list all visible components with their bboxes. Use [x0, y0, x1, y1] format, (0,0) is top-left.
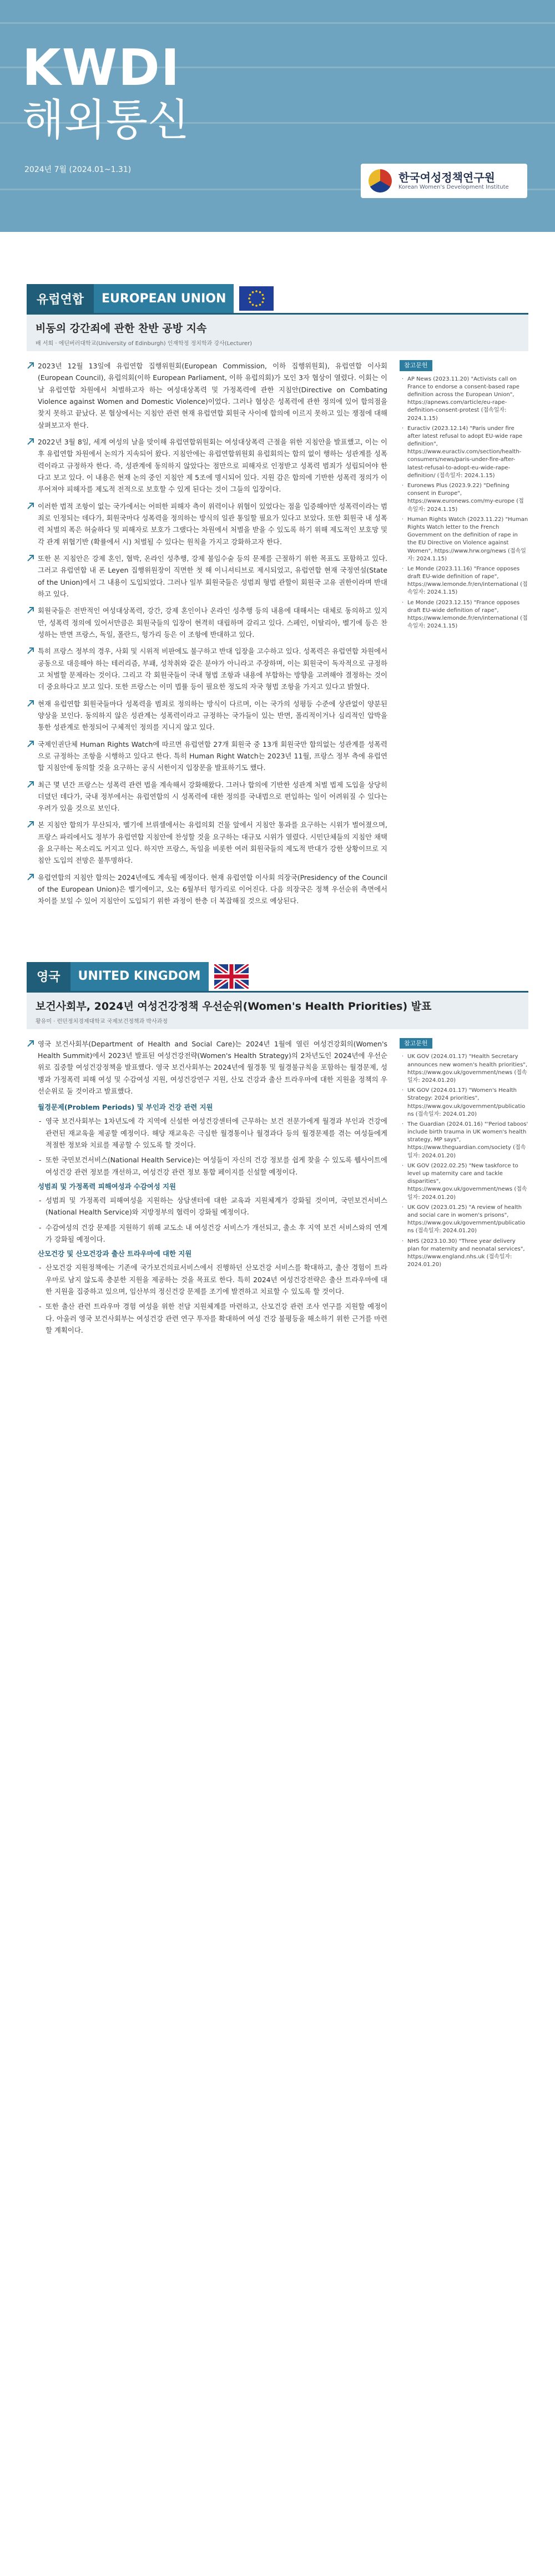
arrow-bullet-icon [27, 502, 34, 510]
paragraph-text: 이러한 법적 조항이 없는 국가에서는 어떠한 피해자 측이 위력이나 위협이 있었다는 점을 입증해야만 성폭력이라는 범죄로 인정되는 데다가, 회원국마다 성폭력을 정의하는 방식의 일관 통일할 필요가 있다고 보았다. 또한 회원국 내 성폭력 처벌의 폭은 허술하다 및 피해자로 보호가 그랬다는 차원에서 처벌을 받을 수 있도록 하기 위해 제도적인 보호망 및 각 관계 위협기반 (확률에서 시) 처벌될 수 있다는 원칙을 가지고 강화하고자 한다. [38, 502, 387, 546]
paragraph-text: 본 지침안 합의가 무산되자, 벨기에 브뤼셀에서는 유럽의회 건물 앞에서 지침안 통과를 요구하는 시위가 벌어졌으며, 프랑스 파리에서도 정부가 유럽연합 지침안에 찬성할 것을 요구하는 대규모 시위가 열렸다. 시민단체들의 지침안 채택을 요구하는 목소리도 커지고 있다. 하지만 프랑스, 독일을 비롯한 여러 회원국들의 제도적 반대가 강한 상황이므로 지침안 도입의 전망은 불투명하다. [38, 821, 387, 865]
topic-item: - 성범죄 및 가정폭력 피해여성을 지원하는 상담센터에 대한 교육과 지원체계가 강화될 것이며, 국민보건서비스(National Health Service)와 지방정부의 협력이 강화될 예정이다. [27, 1195, 387, 1218]
references-sidebar [400, 1038, 528, 1340]
paragraph [27, 436, 387, 495]
arrow-bullet-icon [27, 362, 34, 370]
arrow-bullet-icon [27, 647, 34, 655]
paragraph-text: 2022년 3월 8일, 세계 여성의 날을 맞이해 유럽연합위원회는 여성대상폭력 근절을 위한 지침안을 발표했고, 이는 이후 유럽연합 차원에서 논의가 지속되어 왔다. 지침안에는 유럽연합위원회 유럽회의는 합의 없이 행하는 성관계를 성폭력이라고 규정하자 한다. 즉, 성관계에 동의하지 않았다는 점만으로 피해자로 인정받고 성폭력 범죄가 성립되어야 한다고 보고 있다. 이 내용은 현재 논의 중인 지침안 제 5조에 명시되어 있다. 지원 감은 합의에 기반한 성폭력 정의가 이루어져야 피해자를 제도적 전적으로 보호할 수 있게 된다는 것이 그들의 입장이다. [38, 437, 387, 494]
paragraph [27, 819, 387, 866]
arrow-bullet-icon [27, 554, 34, 562]
reference-item[interactable]: · UK GOV (2024.01.17) "Health Secretary announces new women's health priorities", https://www.gov.uk/government/news (접속일자: 2024.01.20) [400, 1053, 528, 1085]
org-name-ko: 한국여성정책연구원 [398, 171, 495, 184]
reference-item[interactable]: · UK GOV (2024.01.17) "Women's Health Strategy: 2024 priorities", https://www.gov.uk/government/publications (접속일자: 2024.01.20) [400, 1087, 528, 1119]
article-title: 보건사회부, 2024년 여성건강정책 우선순위(Women's Health Priorities) 발표 [36, 1000, 432, 1013]
arrow-bullet-icon [27, 606, 34, 614]
arrow-bullet-icon [27, 821, 34, 828]
reference-item[interactable]: · Euronews Plus (2023.9.22) "Defining consent in Europe", https://www.euronews.com/my-europe (접속일자: 2024.1.15) [400, 482, 528, 514]
section-label-ko: 영국 [27, 962, 70, 991]
paragraph-text: 또한 본 지침안은 강제 혼인, 협박, 온라인 성추행, 강제 불임수술 등의 문제를 근절하기 위한 목표도 포함하고 있다. 그러고 유럽연합 내 폰 Leyen 집행위원장이 직면한 첫 해 이니셔티브로 제시되었고, 유럽연합 현재 국정연설(State of the Union)에서 그 내용이 도입되었다. 그러나 일부 회원국들은 성범죄 형법 관할이 회원국 고유 권한이라며 반대하고 있다. [38, 554, 387, 598]
article-title-box [27, 993, 528, 1029]
topic-item: - 영국 보건사회부는 1차년도에 각 지역에 신설한 여성건강센터에 근무하는 보건 전문가에게 월경과 부인과 건강에 관련된 재교육을 제공할 예정이다. 해당 재교육은 극심한 월경통이나 월경과다 등의 월경문제를 겪는 여성들에게 적절한 정보와 치료를 제공할 수 있도록 할 것이다. [27, 1115, 387, 1151]
section-header [27, 962, 528, 991]
paragraph-text: 국제인권단체 Human Rights Watch에 따르면 유럽연합 27개 회원국 중 13개 회원국만 합의없는 성관계를 성폭력으로 규정하는 조항을 시행하고 있다고 한다. 특히 Human Right Watch는 2023년 11월, 프랑스 정부 측에 유럽연합 지침안에 동의할 것을 요구하는 공식 서한이지 입장문을 발표하기도 했다. [38, 740, 387, 772]
newsletter-title-en: KWDI [22, 39, 181, 97]
arrow-bullet-icon [27, 740, 34, 748]
paragraph [27, 500, 387, 548]
article-byline: 배 서희 · 에딘버러대학교(University of Edinburgh) 인재학정 정치학과 강사(Lecturer) [36, 341, 253, 347]
eu-flag-icon [239, 286, 274, 311]
references-label: 참고문헌 [400, 1038, 432, 1049]
topic-heading: 월경문제(Problem Periods) 및 부인과 건강 관련 지원 [38, 1103, 213, 1112]
reference-item[interactable]: · Human Rights Watch (2023.11.22) "Human Rights Watch letter to the French Government on the definition of rape in the EU Directive on Violence against Women", https://www.hrw.org/news (접속일자: 2024.1.15) [400, 516, 528, 563]
paragraph-text: 영국 보건사회부(Department of Health and Social Care)는 2024년 1월에 열린 여성건강회의(Women's Health Summit)에서 2023년 발표된 여성건강전략(Women's Health Strategy)의 2차년도인 2024년에 우선순위로 집중할 여성건강정책을 발표했다. 영국 보건사회부는 2024년에 월경통 및 월경불규칙을 포함하는 월경문제, 성병과 가정폭력 피해 여성 및 수감여성 지원, 여성건강연구 지원, 산모 건강과 출산 트라우마에 대한 지원을 정책의 우선순위로 둘 것이라고 발표했다. [38, 1039, 387, 1096]
reference-item[interactable]: · AP News (2023.11.20) "Activists call on France to endorse a consent-based rape definition across the European Union", https://apnews.com/article/eu-rape-definition-consent-protest (접속일자: 2024.1.15) [400, 376, 528, 423]
reference-item[interactable]: · UK GOV (2022.02.25) "New taskforce to level up maternity care and tackle disparities", https://www.gov.uk/government/news (접속일자: 2024.01.20) [400, 1162, 528, 1202]
eu-section [27, 284, 528, 912]
uk-section [27, 962, 528, 1340]
paragraph [27, 872, 387, 907]
article-title: 비동의 강간죄에 관한 찬반 공방 지속 [36, 322, 207, 335]
topic-item: - 수감여성의 건강 문제를 지원하기 위해 교도소 내 여성건강 서비스가 개선되고, 출소 후 지역 보건 서비스와의 연계가 강화될 예정이다. [27, 1222, 387, 1246]
kwdi-emblem-icon [369, 169, 392, 193]
arrow-bullet-icon [27, 700, 34, 707]
topic-item: - 또한 국민보건서비스(National Health Service)는 여성들이 자신의 건강 정보를 쉽게 찾을 수 있도록 웹사이트에 여성건강 관련 정보를 개선하고, 여성건강 관련 정보 통합 페이지를 신설할 예정이다. [27, 1154, 387, 1178]
article-byline: 황유미 · 런던정치경제대학교 국제보건정책과 박사과정 [36, 1018, 168, 1025]
paragraph-text: 유럽연합의 지침안 합의는 2024년에도 계속될 예정이다. 현재 유럽연합 이사회 의장국(Presidency of the Council of the European Union)은 벨기에이고, 오는 6월부터 헝가리로 이어진다. 다음 의장국은 정책 우선순위 측면에서 차이를 보일 수 있어 지침안이 도입되기 위한 과정이 한층 더 복잡해질 것으로 예상된다. [38, 873, 387, 905]
references-label: 참고문헌 [400, 360, 432, 371]
uk-flag-icon [214, 964, 249, 989]
article-body [27, 1038, 387, 1340]
paragraph [27, 779, 387, 814]
reference-item[interactable]: · The Guardian (2024.01.16) "'Period taboos' include birth trauma in UK women's health strategy, MP says", https://www.theguardian.com/society (접속일자: 2024.01.20) [400, 1121, 528, 1160]
paragraph [27, 698, 387, 733]
reference-item[interactable]: · Le Monde (2023.12.15) "France opposes draft EU-wide definition of rape", https://www.lemonde.fr/en/international (접속일자: 2024.1.15) [400, 599, 528, 631]
paragraph [27, 360, 387, 431]
arrow-bullet-icon [27, 438, 34, 446]
reference-item[interactable]: · Le Monde (2023.11.16) "France opposes draft EU-wide definition of rape", https://www.lemonde.fr/en/international (접속일자: 2024.1.15) [400, 565, 528, 597]
paragraph [27, 605, 387, 640]
article-body [27, 360, 387, 912]
paragraph-text: 현재 유럽연합 회원국들마다 성폭력을 범죄로 정의하는 방식이 다르며, 이는 국가의 성평등 수준에 상관없이 양분된 양상을 보인다. 동의하지 않은 성관계는 성폭력이라고 규정하는 국가들이 있는 반면, 폴리적이거나 심리적인 압박을 통한 성관계로 한정되어 구체적인 정의를 지니지 않고 있다. [38, 699, 387, 732]
topic-heading: 성범죄 및 가정폭력 피해여성과 수감여성 지원 [38, 1182, 176, 1191]
paragraph-text: 최근 몇 년간 프랑스는 성폭력 관련 법을 계속해서 강화해왔다. 그러나 합의에 기반한 성관계 처벌 법제 도입을 상당히 더뎠던 데다가, 국내 정부에서는 유럽연합의 시 성폭력에 대한 정의를 국내법으로 편입하는 일이 어려워질 수 있다는 우려가 있을 것으로 보인다. [38, 780, 387, 813]
paragraph [27, 645, 387, 692]
topic-item: - 또한 출산 관련 트라우마 경험 여성을 위한 전담 지원체계를 마련하고, 산모건강 관련 조사 연구를 지원할 예정이다. 아울러 영국 보건사회부는 여성건강 관련 연구 투자를 확대하여 여성 건강 불평등을 해소하기 위한 근거를 마련할 계획이다. [27, 1300, 387, 1336]
arrow-bullet-icon [27, 1040, 34, 1047]
reference-item[interactable]: · UK GOV (2023.01.25) "A review of health and social care in women's prisons", https://www.gov.uk/government/publications (접속일자: 2024.01.20) [400, 1204, 528, 1236]
reference-item[interactable]: · Euractiv (2023.12.14) "Paris under fire after latest refusal to adopt EU-wide rape definition", https://www.euractiv.com/section/health-consumers/news/paris-under-fire-after-latest-refusal-to-adopt-eu-wide-rape-definition/ (접속일자: 2024.1.15) [400, 425, 528, 480]
org-name-en: Korean Women's Development Institute [398, 184, 509, 190]
section-label-en: EUROPEAN UNION [94, 284, 234, 313]
section-label-en: UNITED KINGDOM [70, 962, 209, 991]
issue-info: 2024년 7월 (2024.01~1.31) [24, 165, 132, 174]
topic-heading: 산모건강 및 산모건강과 출산 트라우마에 대한 지원 [38, 1249, 192, 1258]
arrow-bullet-icon [27, 781, 34, 788]
paragraph-text: 2023년 12월 13일에 유럽연합 집행위원회(European Commission, 이하 집행위원회), 유럽연합 이사회(European Council), 유럽의회(이하 European Parliament, 이하 유럽의회)가 모인 3자 협상이 열렸다. 이회는 이날 유럽연합 차원에서 처벌하고자 하는 여성대상폭력 및 가정폭력에 관한 지침안(Directive on Combating Violence against Women and Domestic Violence)이었다. 그러나 협상은 성폭력에 관한 정의에 있어 합의점을 찾지 못하고 끝났다. 본 협상에서는 지침안 관련 현재 유럽연합 회원국 사이에 합의에 이르지 못하고 있는 쟁점에 대해 살펴보고자 한다. [38, 362, 387, 429]
section-header [27, 284, 528, 313]
paragraph [27, 553, 387, 600]
arrow-bullet-icon [27, 873, 34, 881]
newsletter-header [0, 0, 555, 232]
paragraph-text: 회원국들은 전반적인 여성대상폭력, 강간, 강제 혼인이나 온라인 성추행 등의 내용에 대해서는 대체로 동의하고 있지만, 성폭력 정의에 있어서만큼은 회원국들의 입장이 현격히 대립하며 갈리고 있다. 스페인, 이탈리아, 벨기에 등은 찬성하는 반면 프랑스, 독일, 폴란드, 헝가리 등은 이 조항에 반대하고 있다. [38, 606, 387, 639]
newsletter-title-ko: 해외통신 [22, 95, 190, 145]
topic-item: - 산모건강 지원정책에는 기존에 국가보건의료서비스에서 진행하던 산모건강 서비스를 확대하고, 출산 경험이 트라우마로 남지 않도록 충분한 지원을 제공하는 것을 목표로 한다. 특히 2024년 여성건강전략은 출산 트라우마에 대한 지원을 집중하고 있으며, 임산부의 정신건강 문제를 조기에 발견하고 치료할 수 있도록 할 것이다. [27, 1262, 387, 1297]
reference-item[interactable]: · NHS (2023.10.30) "Three year delivery plan for maternity and neonatal services", https://www.england.nhs.uk (접속일자: 2024.01.20) [400, 1238, 528, 1269]
paragraph [27, 738, 387, 774]
paragraph [27, 1038, 387, 1097]
section-label-ko: 유럽연합 [27, 284, 94, 313]
org-logo[interactable] [361, 164, 527, 198]
header-stripe [0, 22, 555, 24]
article-title-box [27, 315, 528, 351]
paragraph-text: 특히 프랑스 정부의 경우, 사회 및 시위적 비판에도 불구하고 반대 입장을 고수하고 있다. 성폭력은 유럽연합 차원에서 공동으로 대응해야 하는 테러리즘, 부패, 성착취와 같은 분야가 아니라고 주장하며, 이는 회원국이 독자적으로 규정하고 처벌할 문제라는 것이다. 그리고 각 회원국들이 국내 형법 조항과 내용에 부합하는 방향을 고려해야 결정하는 것이 더 중요하다고 보고 있다. 또한 프랑스는 이미 법률 등이 필요한 정도의 자국 형법 조항을 가지고 있다고 밝혔다. [38, 647, 387, 691]
references-sidebar [400, 360, 528, 912]
